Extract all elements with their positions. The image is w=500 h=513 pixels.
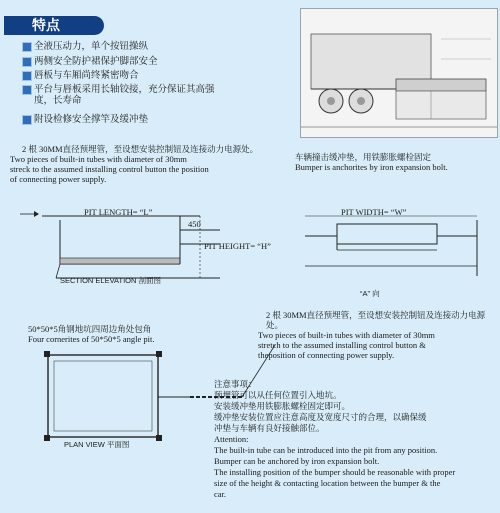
plan-view-caption: PLAN VIEW 平面图 xyxy=(64,440,130,449)
bullet-icon xyxy=(22,71,32,81)
bumper-note: 车辆撞击缓冲垫，用铁膨胀螺栓固定 Bumper is anchorites by iron expansion bolt. xyxy=(295,152,448,172)
pit-length-label: PIT LENGTH= “L” xyxy=(84,207,153,217)
section-title-bar xyxy=(4,16,104,35)
section-elevation-caption: SECTION ELEVATION 剖面图 xyxy=(60,276,161,285)
bullet-icon xyxy=(22,42,32,52)
section-title: 特点 xyxy=(32,17,60,33)
tubes-note-bottom: 2 根 30MM直径预埋管，至设想安装控制钮及连接动力电源处。 Two pieces of built-in tubes with diameter of 30mm stretch to the assumed installing control button & theposition of connecting power supply. xyxy=(258,310,486,360)
corner-note: 50*50*5角钢地坑四周边角处包角 Four cornerites of 50*50*5 angle pit. xyxy=(28,324,155,344)
bullet-icon xyxy=(22,115,32,125)
bullet-icon xyxy=(22,57,32,67)
feature-item: 附设检修安全撑竿及缓冲垫 xyxy=(34,114,148,125)
dim-450-label: 450 xyxy=(188,219,201,229)
attention-block: 注意事项： 预埋管可以从任何位置引入地坑。 安装缓冲垫用铁膨胀螺栓固定即可。 缓冲垫安装位置应注意高度及宽度尺寸的合理，以确保缓 冲垫与车辆有良好接触部位。 Attention: The built-in tube can be introduced into the pit from any position. Bumper can be anchored by iron expansion bolt. The installing position of the bumper should be reasonable with proper size of the height & contacting location between the bumper & the car. xyxy=(214,379,456,499)
bullet-icon xyxy=(22,85,32,95)
feature-item: 全液压动力，单个按钮操纵 xyxy=(34,41,148,52)
view-a-caption: “A” 向 xyxy=(360,289,380,298)
product-photo xyxy=(300,8,498,138)
feature-item: 平台与唇板采用长轴铰接，充分保证其高强度，长寿命 xyxy=(34,84,224,106)
pit-width-label: PIT WIDTH= “W” xyxy=(341,207,407,217)
dock-leveler-illustration xyxy=(301,9,497,137)
feature-item: 两侧安全防护裙保护脚部安全 xyxy=(34,56,158,67)
feature-item: 唇板与车厢尚终紧密吻合 xyxy=(34,70,139,81)
tubes-note-top: 2 根 30MM直径预埋管，至设想安装控制钮及连接动力电源处。 Two pieces of built-in tubes with diameter of 30mm streck to the assumed installing control button the position of connecting power supply. xyxy=(10,144,259,184)
pit-height-label: PIT HEIGHT= “H” xyxy=(204,241,271,251)
